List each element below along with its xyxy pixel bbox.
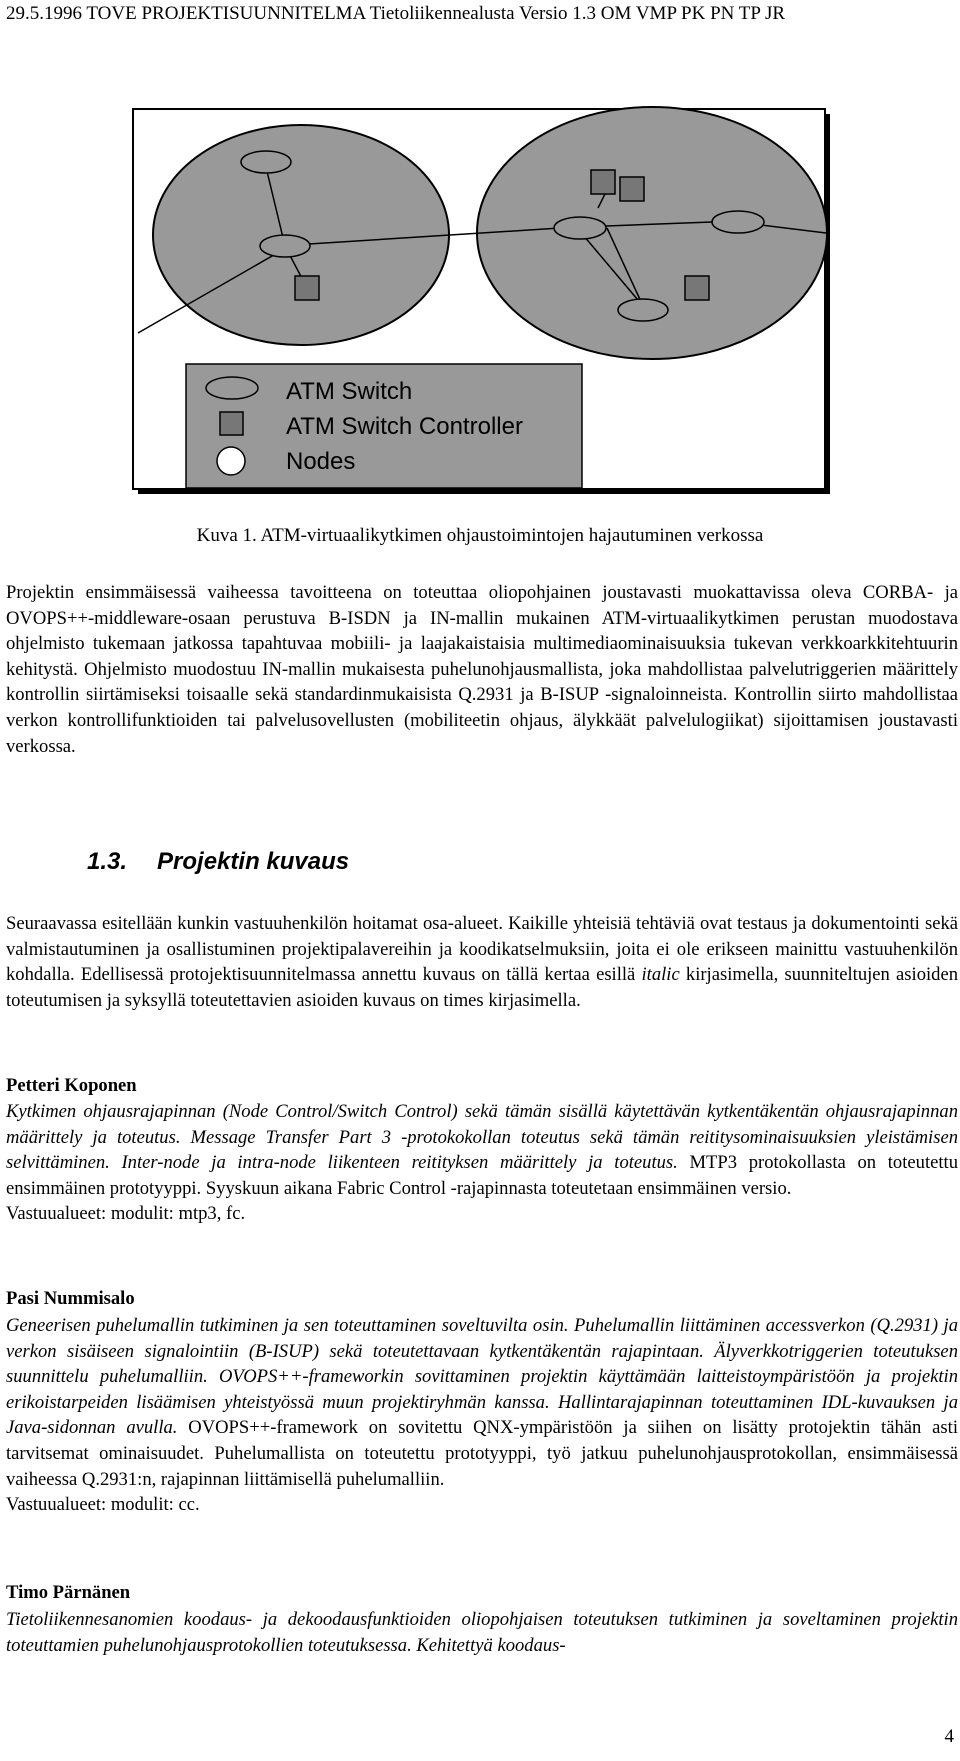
description-italic-word: italic [641, 964, 680, 986]
page-number: 4 [944, 1726, 954, 1747]
legend-node-symbol [217, 447, 245, 475]
atm-switch-controller [591, 170, 615, 194]
person-paragraph [6, 1099, 958, 1227]
network-figure [0, 0, 960, 535]
legend-controller-label: ATM Switch Controller [286, 413, 523, 440]
description-text: Seuraavassa esitellään kunkin vastuuhenkilön hoitamat osa-alueet. Kaikille yhteisiä tehtäviä ovat testaus ja dokumentointi sekä valmistautuminen ja osallistuminen projektipalavereihin ja koodikatselmuksiin, joita ei ole erikseen mainittu vastuuhenkilön kohdalla. Edellisessä protojektisuunnitelmassa annettu kuvaus on tällä kertaa esillä [6, 913, 958, 986]
person-areas: Vastuualueet: modulit: cc. [6, 1494, 200, 1516]
person-name: Pasi Nummisalo [6, 1288, 135, 1309]
section-heading [87, 848, 349, 876]
atm-switch [241, 151, 291, 173]
person-name: Timo Pärnänen [6, 1582, 131, 1603]
atm-switch-controller [620, 177, 644, 201]
atm-switch-controller [685, 276, 709, 300]
intro-paragraph: Projektin ensimmäisessä vaiheessa tavoitteena on toteuttaa oliopohjainen joustavasti muokattavissa oleva CORBA- ja OVOPS++-middleware-osaan perustuva B-ISDN ja IN-mallin mukainen ATM-virtuaalikytkimen perustan muodostava ohjelmisto tukemaan jatkossa tapahtuvaa mobiili- ja laajakaistaisia multimediaominaisuuksia tukevan verkkoarkkitehtuurin kehitystä. Ohjelmisto muodostuu IN-mallin mukaisesta puhelunohjausmallista, joka mahdollistaa palvelutriggerien määrittely kontrollin siirtämiseksi toisaalle sekä standardinmukaisista Q.2931 ja B-ISUP -signaloinneista. Kontrollin siirto mahdollistaa verkon kontrollifunktioiden tai palvelusovellusten (mobiliteetin ohjaus, älykkäät palvelulogiikat) sijoittamisen joustavasti verkossa. [6, 582, 958, 757]
network-cloud-right [477, 107, 827, 359]
section-title: Projektin kuvaus [157, 848, 350, 875]
person-paragraph [6, 1313, 958, 1518]
description-paragraph [6, 911, 958, 1013]
network-cloud-left [153, 125, 449, 345]
person-planned-text: Kytkimen ohjausrajapinnan (Node Control/Switch Control) sekä tämän sisällä käytettävän kytkentäkentän ohjausrajapinnan määrittely ja toteutus. Message Transfer Part 3 -protokokollan toteutus sekä tämän reititysominaisuuksien yleistämisen selvittäminen. Inter-node ja intra-node liikenteen reitityksen määrittely ja toteutus. [6, 1101, 958, 1174]
atm-switch [260, 235, 310, 257]
network-diagram [0, 0, 960, 530]
atm-switch [554, 217, 606, 239]
figure-caption: Kuva 1. ATM-virtuaalikytkimen ohjaustoimintojen hajautuminen verkossa [196, 525, 764, 546]
legend-switch-label: ATM Switch [286, 378, 413, 405]
section-number: 1.3. [87, 848, 128, 875]
legend-nodes-label: Nodes [286, 448, 356, 475]
description-text: kirjasimella, suunniteltujen asioiden toteutumisen ja syksyllä toteutettavien asioiden kuvaus on times kirjasimella. [6, 964, 959, 1011]
legend-switch-symbol [206, 377, 258, 399]
person-areas: Vastuualueet: modulit: mtp3, fc. [6, 1203, 246, 1225]
person-planned-text: Tietoliikennesanomien koodaus- ja dekoodausfunktioiden oliopohjaisen toteutuksen tutkiminen ja soveltaminen projektin toteuttamien puhelunohjausprotokollien toteutuksessa. Kehitettyä koodaus- [6, 1609, 958, 1656]
person-status-text: MTP3 protokollasta on toteutettu ensimmäinen prototyyppi. Syyskuun aikana Fabric Control -rajapinnasta toteutetaan ensimmäinen versio. [6, 1152, 958, 1199]
page-header: 29.5.1996 TOVE PROJEKTISUUNNITELMA Tietoliikennealusta Versio 1.3 OM VMP PK PN TP JR [6, 3, 786, 24]
legend-controller-symbol [220, 412, 243, 435]
person-planned-text: Geneerisen puhelumallin tutkiminen ja sen toteuttaminen soveltuvilta osin. Puhelumallin liittäminen accessverkon (Q.2931) ja verkon sisäiseen signalointiin (B-ISUP) sekä toteutettavaan kytkentäkentän rajapintaan. Älyverkkotriggerien toteutuksen suunnittelu puhelumalliin. OVOPS++-frameworkin sovittaminen projektin käyttämään laitteistoympäristöön ja projektin erikoistarpeiden lisäämisen yhteistyössä muun projektiryhmän kanssa. Hallintarajapinnan toteuttaminen IDL-kuvauksen ja Java-sidonnan avulla. [6, 1315, 958, 1439]
person-name: Petteri Koponen [6, 1075, 137, 1096]
atm-switch [618, 299, 668, 321]
person-status-text: OVOPS++-framework on sovitettu QNX-ympäristöön ja siihen on lisätty protojektin tähän asti tarvitsemat ominaisuudet. Puhelumallista on toteutettu prototyyppi, työ jatkuu puhelunohjausprotokollan, ensimmäisessä vaiheessa Q.2931:n, rajapinnan liittämisellä puhelumalliin. [6, 1417, 958, 1490]
atm-switch-controller [295, 276, 319, 300]
atm-switch [712, 211, 764, 233]
person-paragraph [6, 1607, 958, 1658]
